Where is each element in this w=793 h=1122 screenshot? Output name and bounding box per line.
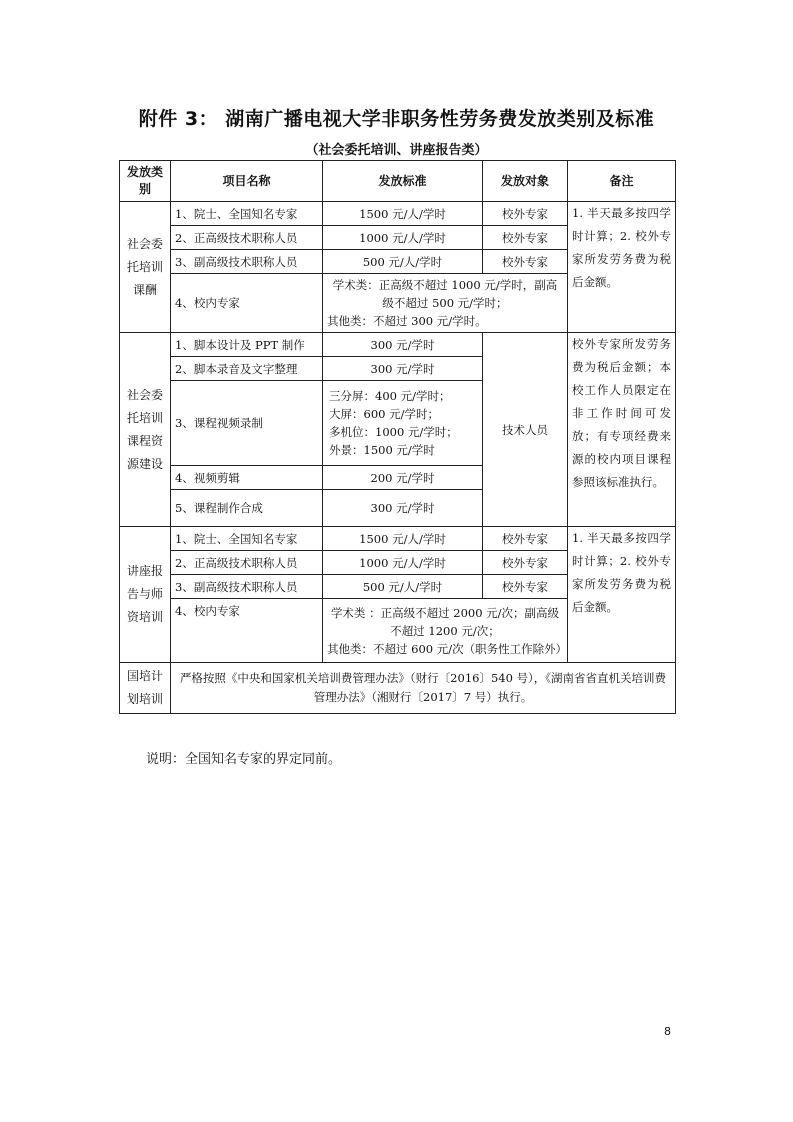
item-standard: 500 元/人/学时 <box>323 575 483 599</box>
item-name: 4、校内专家 <box>171 274 323 333</box>
standard-line: 其他类：不超过 600 元/次（职务性工作除外） <box>327 641 568 656</box>
header-standard: 发放标准 <box>323 161 483 202</box>
item-name: 2、正高级技术职称人员 <box>171 551 323 575</box>
page-title: 附件 3： 湖南广播电视大学非职务性劳务费发放类别及标准 <box>138 108 655 130</box>
item-standard: 500 元/人/学时 <box>323 250 483 274</box>
page-subtitle: （社会委托培训、讲座报告类） <box>305 143 488 158</box>
item-name: 4、校内专家 <box>171 599 323 663</box>
category-cell: 国培计划培训 <box>120 663 171 714</box>
category-cell: 社会委托培训课酬 <box>120 202 171 333</box>
header-target: 发放对象 <box>483 161 568 202</box>
remark-cell: 1. 半天最多按四学时计算；2. 校外专家所发劳务费为税后金额。 <box>568 527 676 663</box>
item-name: 3、副高级技术职称人员 <box>171 250 323 274</box>
header-remarks: 备注 <box>568 161 676 202</box>
item-standard: 200 元/学时 <box>323 466 483 490</box>
table-header-row <box>120 161 676 202</box>
standard-line: 不超过 1200 元/次； <box>390 623 500 638</box>
item-standard: 1500 元/人/学时 <box>323 202 483 226</box>
item-standard <box>323 274 568 333</box>
item-name: 1、脚本设计及 PPT 制作 <box>171 333 323 357</box>
category-cell: 讲座报告与师资培训 <box>120 527 171 663</box>
remark-cell: 严格按照《中央和国家机关培训费管理办法》（财行〔2016〕540 号），《湖南省省直机关培训费管理办法》（湘财行〔2017〕7 号）执行。 <box>171 663 676 714</box>
item-target: 校外专家 <box>483 575 568 599</box>
item-target: 校外专家 <box>483 250 568 274</box>
footnote: 说明：全国知名专家的界定同前。 <box>146 752 342 767</box>
item-name: 2、脚本录音及文字整理 <box>171 357 323 381</box>
item-name: 1、院士、全国知名专家 <box>171 527 323 551</box>
header-category: 发放类别 <box>120 161 171 202</box>
item-name: 4、视频剪辑 <box>171 466 323 490</box>
item-standard: 1500 元/人/学时 <box>323 527 483 551</box>
standard-line: 外景：1500 元/学时 <box>329 443 435 457</box>
header-item-name: 项目名称 <box>171 161 323 202</box>
item-name: 5、课程制作合成 <box>171 490 323 527</box>
item-standard: 300 元/学时 <box>323 490 483 527</box>
standard-line: 多机位：1000 元/学时； <box>329 425 458 439</box>
item-standard: 1000 元/人/学时 <box>323 551 483 575</box>
standard-line: 学术类 ：正高级不超过 2000 元/次；副高级 <box>330 605 560 620</box>
item-target: 技术人员 <box>483 333 568 527</box>
standard-line: 三分屏：400 元/学时； <box>329 389 451 403</box>
item-standard: 1000 元/人/学时 <box>323 226 483 250</box>
item-name: 2、正高级技术职称人员 <box>171 226 323 250</box>
item-standard: 300 元/学时 <box>323 357 483 381</box>
item-standard: 300 元/学时 <box>323 333 483 357</box>
table-row <box>120 663 676 714</box>
standard-line: 级不超过 500 元/学时； <box>382 296 508 310</box>
category-cell: 社会委托培训课程资源建设 <box>120 333 171 527</box>
item-target: 校外专家 <box>483 527 568 551</box>
table-row <box>120 527 676 551</box>
item-target: 校外专家 <box>483 226 568 250</box>
item-name: 3、课程视频录制 <box>171 381 323 466</box>
table-row <box>120 333 676 357</box>
standard-line: 其他类：不超过 300 元/学时。 <box>327 314 487 328</box>
item-name: 1、院士、全国知名专家 <box>171 202 323 226</box>
item-standard <box>323 381 483 466</box>
standard-line: 大屏：600 元/学时； <box>329 407 439 421</box>
table-row <box>120 202 676 226</box>
page-number: 8 <box>664 1025 671 1038</box>
item-standard <box>323 599 568 663</box>
remark-cell: 1. 半天最多按四学时计算；2. 校外专家所发劳务费为税后金额。 <box>568 202 676 333</box>
item-target: 校外专家 <box>483 202 568 226</box>
remark-cell: 校外专家所发劳务费为税后金额；本校工作人员限定在非工作时间可发放；有专项经费来源的校内项目课程参照该标准执行。 <box>568 333 676 527</box>
item-target: 校外专家 <box>483 551 568 575</box>
item-name: 3、副高级技术职称人员 <box>171 575 323 599</box>
standard-line: 学术类：正高级不超过 1000 元/学时，副高 <box>332 278 558 292</box>
fee-standard-table <box>119 160 676 714</box>
